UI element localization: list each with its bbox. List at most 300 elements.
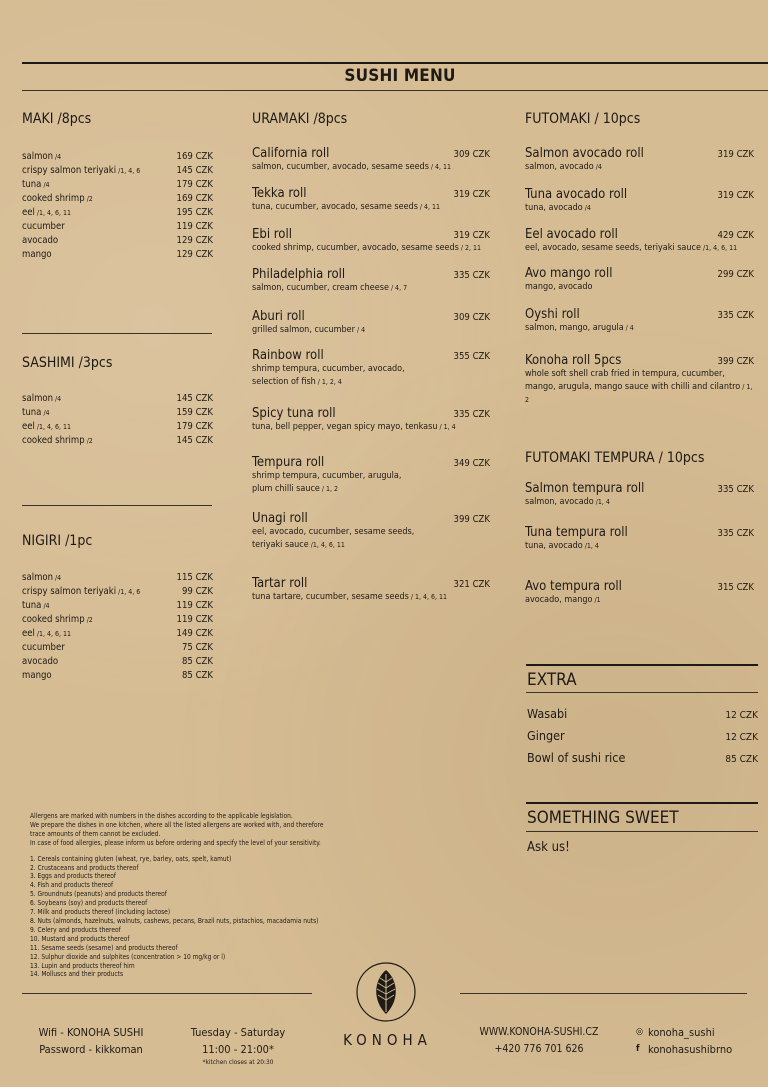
item-name: salmon (22, 393, 54, 404)
extra-item (527, 704, 758, 726)
item-name: crispy salmon teriyaki (22, 165, 117, 176)
sweet-rule-lower (526, 831, 758, 832)
allergen-codes: /1, 4, 6 (118, 167, 141, 175)
item-name: avocado (22, 235, 59, 246)
item-description (252, 591, 490, 604)
item-price: 115 CZK (176, 572, 213, 583)
allergen-codes: /4 (55, 395, 62, 403)
item-description (525, 368, 754, 381)
allergen-codes: /1, 4, 6, 11 (310, 541, 345, 549)
item-head (525, 266, 754, 281)
nigiri-item-name (22, 571, 61, 585)
allergen-intro-line: We prepare the dishes in one kitchen, where all the listed allergens are worked with, and therefore (30, 820, 324, 829)
futomaki_tempura-item (525, 481, 754, 509)
item-price: 355 CZK (453, 351, 490, 362)
futomaki-tempura-title: FUTOMAKI TEMPURA / 10pcs (525, 450, 705, 466)
allergen-codes: / 1, 2 (525, 383, 753, 404)
nigiri-item (22, 627, 213, 641)
item-price: 119 CZK (176, 614, 213, 625)
item-price: 145 CZK (176, 393, 213, 404)
item-head (525, 187, 754, 202)
item-description (252, 201, 490, 214)
item-name: mango (22, 249, 52, 260)
futomaki-item (525, 227, 754, 255)
item-price: 169 CZK (176, 151, 213, 162)
uramaki-title: URAMAKI /8pcs (252, 111, 348, 127)
facebook-icon: f (636, 1044, 640, 1054)
allergen-codes: / 1, 4, 6, 11 (410, 593, 447, 601)
allergen-codes: /1, 4, 6, 11 (36, 423, 72, 431)
item-head (252, 146, 490, 161)
extra-item (527, 748, 758, 770)
futomaki-item (525, 146, 754, 174)
futomaki-item (525, 266, 754, 294)
item-name: cucumber (22, 221, 65, 232)
item-head (525, 353, 754, 368)
allergen-list-item: 8. Nuts (almonds, hazelnuts, walnuts, cashews, pecans, Brazil nuts, pistachios, macadamia nuts) (30, 916, 319, 925)
description-text: whole soft shell crab fried in tempura, cucumber, (525, 369, 725, 379)
wifi-password: Password - kikkoman (39, 1043, 143, 1056)
allergen-codes: /4 (595, 163, 602, 171)
item-price: 119 CZK (176, 221, 213, 232)
item-name: Tuna tempura roll (525, 525, 628, 540)
allergen-codes: /1, 4, 6, 11 (36, 209, 72, 217)
uramaki-item (252, 146, 490, 174)
item-name: tuna (22, 407, 42, 418)
item-name: Unagi roll (252, 511, 308, 526)
website-link[interactable]: WWW.KONOHA-SUSHI.CZ (479, 1026, 599, 1038)
nigiri-item-name (22, 613, 93, 627)
maki-item (22, 192, 213, 206)
description-text: tuna, avocado (525, 203, 583, 213)
item-name: Wasabi (527, 706, 568, 721)
sashimi-item (22, 392, 213, 406)
item-head (525, 307, 754, 322)
allergen-intro-line: trace amounts of them cannot be excluded. (30, 829, 161, 838)
item-price: 309 CZK (453, 312, 490, 323)
uramaki-item (252, 186, 490, 214)
nigiri-item (22, 669, 213, 683)
sweet-text: Ask us! (527, 840, 570, 855)
item-head (252, 348, 490, 363)
sashimi-title: SASHIMI /3pcs (22, 355, 113, 371)
allergen-intro-line: Allergens are marked with numbers in the dishes according to the applicable legislation. (30, 812, 293, 820)
allergen-codes: /1, 4, 6, 11 (36, 630, 72, 638)
allergen-list-item: 4. Fish and products thereof (30, 881, 114, 890)
allergen-codes: /4 (55, 153, 62, 161)
item-head (252, 576, 490, 591)
item-price: 299 CZK (717, 269, 754, 280)
item-price: 429 CZK (717, 230, 754, 241)
item-price: 349 CZK (453, 458, 490, 469)
nigiri-title: NIGIRI /1pc (22, 533, 93, 549)
item-description (525, 161, 754, 174)
allergen-list-item: 5. Groundnuts (peanuts) and products thereof (30, 890, 167, 899)
sashimi-divider (22, 505, 212, 506)
maki-item (22, 206, 213, 220)
extra-item (527, 726, 758, 748)
item-name: Tempura roll (252, 455, 325, 470)
nigiri-item (22, 571, 213, 585)
description-text: eel, avocado, sesame seeds, teriyaki sauce (525, 243, 701, 253)
description-text: salmon, avocado (525, 162, 594, 172)
item-name: Oyshi roll (525, 307, 580, 322)
allergen-codes: /1 (594, 596, 601, 604)
description-text: tuna, avocado (525, 541, 583, 551)
uramaki-item (252, 227, 490, 255)
item-price: 12 CZK (725, 732, 758, 743)
item-name: tuna (22, 600, 42, 611)
nigiri-item-name (22, 641, 65, 655)
item-name: Eel avocado roll (525, 227, 618, 242)
wifi-name: Wifi - KONOHA SUSHI (38, 1026, 144, 1039)
item-name: crispy salmon teriyaki (22, 586, 117, 597)
maki-item (22, 178, 213, 192)
allergen-list-item: 12. Sulphur dioxide and sulphites (concentration > 10 mg/kg or l) (30, 952, 226, 961)
futomaki-item (525, 187, 754, 215)
instagram-handle: konoha_sushi (648, 1026, 715, 1039)
allergen-list-item: 7. Milk and products thereof (including lactose) (30, 908, 171, 917)
contact-info (478, 1024, 600, 1058)
allergen-codes: /4 (55, 574, 62, 582)
item-name: salmon (22, 572, 54, 583)
description-text: shrimp tempura, cucumber, avocado, (252, 364, 405, 374)
item-head (525, 227, 754, 242)
uramaki-item (252, 309, 490, 337)
page-title: SUSHI MENU (344, 66, 456, 86)
item-name: cooked shrimp (22, 435, 85, 446)
social-links (636, 1024, 756, 1058)
description-text-2: plum chilli sauce (252, 484, 320, 494)
nigiri-item (22, 655, 213, 669)
item-price: 85 CZK (181, 656, 213, 667)
item-name: Ginger (527, 728, 565, 743)
item-name: Ebi roll (252, 227, 292, 242)
item-name: eel (22, 421, 35, 432)
extra-list (527, 704, 758, 770)
maki-item-name (22, 220, 65, 234)
item-description-2 (525, 381, 754, 407)
item-price: 12 CZK (725, 710, 758, 721)
instagram-link[interactable] (636, 1024, 756, 1041)
description-text-2: selection of fish (252, 377, 316, 387)
item-head (252, 511, 490, 526)
allergen-codes: / 1, 4 (439, 423, 456, 431)
allergen-codes: /4 (43, 409, 50, 417)
uramaki-item (252, 455, 490, 496)
item-price: 399 CZK (453, 514, 490, 525)
item-price: 85 CZK (181, 670, 213, 681)
opening-time: 11:00 - 21:00* (202, 1043, 274, 1056)
item-description (252, 470, 490, 483)
allergen-list-item: 9. Celery and products thereof (30, 925, 121, 934)
item-description (252, 363, 490, 376)
item-name: salmon (22, 151, 54, 162)
sashimi-list (22, 392, 213, 448)
maki-title: MAKI /8pcs (22, 111, 92, 127)
allergen-codes: / 4 (625, 324, 634, 332)
item-name: Tuna avocado roll (525, 187, 628, 202)
nigiri-list (22, 571, 213, 683)
item-price: 99 CZK (181, 586, 213, 597)
futomaki-title: FUTOMAKI / 10pcs (525, 111, 641, 127)
item-price: 335 CZK (717, 310, 754, 321)
opening-days: Tuesday - Saturday (190, 1026, 286, 1039)
item-head (525, 481, 754, 496)
allergen-codes: / 1, 2 (321, 485, 339, 493)
item-head (525, 525, 754, 540)
item-name: Aburi roll (252, 309, 305, 324)
item-head (252, 309, 490, 324)
item-price: 145 CZK (176, 435, 213, 446)
item-description-2 (252, 376, 490, 389)
allergen-list-item: 3. Eggs and products thereof (30, 872, 117, 881)
extra-rule (526, 664, 758, 666)
uramaki-item (252, 267, 490, 295)
nigiri-item-name (22, 669, 52, 683)
item-description (252, 526, 490, 539)
description-text-2: teriyaki sauce (252, 540, 309, 550)
item-price: 399 CZK (717, 356, 754, 367)
item-name: Salmon avocado roll (525, 146, 644, 161)
item-price: 319 CZK (717, 190, 754, 201)
item-head (252, 406, 490, 421)
sashimi-item (22, 406, 213, 420)
allergen-codes: /2 (86, 195, 93, 203)
item-name: Salmon tempura roll (525, 481, 645, 496)
description-text: tuna, bell pepper, vegan spicy mayo, tenkasu (252, 422, 438, 432)
allergen-codes: /1, 4, 6 (118, 588, 141, 596)
opening-hours (182, 1024, 294, 1066)
item-name: cucumber (22, 642, 65, 653)
spacer (30, 848, 360, 855)
nigiri-item-name (22, 655, 58, 669)
facebook-handle: konohasushibrno (648, 1043, 733, 1056)
description-text: salmon, avocado (525, 497, 594, 507)
kitchen-note: *kitchen closes at 20:30 (202, 1058, 274, 1066)
allergen-list-item: 13. Lupin and products thereof him (30, 961, 135, 970)
item-price: 319 CZK (453, 230, 490, 241)
maki-item-name (22, 234, 58, 248)
item-price: 335 CZK (717, 484, 754, 495)
description-text: shrimp tempura, cucumber, arugula, (252, 471, 402, 481)
item-description (252, 421, 490, 434)
footer-rule-right (460, 993, 747, 994)
item-name: tuna (22, 179, 42, 190)
item-name: eel (22, 207, 35, 218)
maki-divider (22, 333, 212, 334)
item-price: 335 CZK (717, 528, 754, 539)
item-head (525, 579, 754, 594)
item-description (525, 242, 754, 255)
allergen-info (30, 812, 360, 979)
item-name: Tartar roll (252, 576, 308, 591)
maki-item (22, 164, 213, 178)
nigiri-item (22, 641, 213, 655)
item-name: avocado (22, 656, 59, 667)
item-description (252, 242, 490, 255)
item-price: 145 CZK (176, 165, 213, 176)
item-price: 195 CZK (176, 207, 213, 218)
uramaki-item (252, 348, 490, 389)
futomaki_tempura-item (525, 525, 754, 553)
maki-item (22, 248, 213, 262)
footer-rule-left (22, 993, 312, 994)
item-price: 75 CZK (181, 642, 213, 653)
allergen-codes: /2 (86, 616, 93, 624)
extra-title: EXTRA (527, 670, 577, 690)
allergen-codes: / 2, 11 (460, 244, 482, 252)
nigiri-item-name (22, 585, 140, 599)
sashimi-item (22, 434, 213, 448)
maki-item (22, 220, 213, 234)
item-description-2 (252, 539, 490, 552)
maki-item (22, 234, 213, 248)
description-text: cooked shrimp, cucumber, avocado, sesame seeds (252, 243, 459, 253)
item-description (252, 161, 490, 174)
allergen-list-item: 14. Molluscs and their products (30, 970, 124, 979)
allergen-codes: /4 (43, 602, 50, 610)
description-text: salmon, cucumber, cream cheese (252, 283, 389, 293)
item-description (525, 594, 754, 607)
item-head (525, 146, 754, 161)
header-rule (22, 62, 768, 64)
item-price: 129 CZK (176, 235, 213, 246)
sashimi-item-name (22, 406, 50, 420)
item-name: mango (22, 670, 52, 681)
item-name: Rainbow roll (252, 348, 324, 363)
allergen-codes: /2 (86, 437, 93, 445)
futomaki-item (525, 353, 754, 407)
maki-item-name (22, 178, 50, 192)
item-price: 319 CZK (717, 149, 754, 160)
leaf-icon (354, 960, 418, 1024)
facebook-link[interactable] (636, 1041, 756, 1058)
allergen-list-item: 2. Crustaceans and products thereof (30, 863, 139, 872)
item-price: 129 CZK (176, 249, 213, 260)
description-text: salmon, cucumber, avocado, sesame seeds (252, 162, 429, 172)
item-name: Spicy tuna roll (252, 406, 336, 421)
item-description (252, 324, 490, 337)
maki-item-name (22, 192, 93, 206)
item-price: 319 CZK (453, 189, 490, 200)
brand-name: KONOHA (343, 1031, 432, 1049)
allergen-codes: /4 (584, 204, 591, 212)
item-head (252, 186, 490, 201)
allergen-codes: /4 (43, 181, 50, 189)
nigiri-item-name (22, 627, 71, 641)
item-price: 149 CZK (176, 628, 213, 639)
nigiri-item (22, 599, 213, 613)
phone-number[interactable]: +420 776 701 626 (494, 1043, 584, 1055)
nigiri-item (22, 585, 213, 599)
konoha-logo (354, 960, 418, 1024)
maki-item-name (22, 248, 52, 262)
sashimi-item (22, 420, 213, 434)
description-text: tuna tartare, cucumber, sesame seeds (252, 592, 409, 602)
item-name: Bowl of sushi rice (527, 750, 626, 765)
maki-item-name (22, 164, 140, 178)
item-name: Philadelphia roll (252, 267, 346, 282)
item-description-2 (252, 483, 490, 496)
item-price: 179 CZK (176, 421, 213, 432)
header-rule-lower (22, 90, 768, 91)
maki-item (22, 150, 213, 164)
item-description (252, 282, 490, 295)
item-price: 85 CZK (725, 754, 758, 765)
item-price: 321 CZK (453, 579, 490, 590)
uramaki-item (252, 406, 490, 434)
item-price: 179 CZK (176, 179, 213, 190)
description-text-2: mango, arugula, mango sauce with chilli and cilantro (525, 382, 741, 392)
allergen-list-item: 1. Cereals containing gluten (wheat, rye, barley, oats, spelt, kamut) (30, 854, 232, 863)
uramaki-item (252, 511, 490, 552)
allergen-codes: /1, 4, 6, 11 (702, 244, 738, 252)
sweet-title: SOMETHING SWEET (527, 808, 679, 828)
allergen-codes: /1, 4 (584, 542, 599, 550)
description-text: tuna, cucumber, avocado, sesame seeds (252, 202, 418, 212)
sashimi-item-name (22, 420, 71, 434)
nigiri-item (22, 613, 213, 627)
item-description (525, 496, 754, 509)
item-description (525, 540, 754, 553)
extra-rule-lower (526, 692, 758, 693)
futomaki-item (525, 307, 754, 335)
sashimi-item-name (22, 392, 61, 406)
item-price: 335 CZK (453, 409, 490, 420)
description-text: avocado, mango (525, 595, 593, 605)
item-name: cooked shrimp (22, 614, 85, 625)
item-price: 309 CZK (453, 149, 490, 160)
sashimi-item-name (22, 434, 93, 448)
futomaki_tempura-item (525, 579, 754, 607)
item-name: eel (22, 628, 35, 639)
item-name: Konoha roll 5pcs (525, 353, 622, 368)
uramaki-item (252, 576, 490, 604)
item-price: 315 CZK (717, 582, 754, 593)
item-name: cooked shrimp (22, 193, 85, 204)
description-text: grilled salmon, cucumber (252, 325, 355, 335)
allergen-list-item: 11. Sesame seeds (sesame) and products thereof (30, 943, 178, 952)
item-name: Tekka roll (252, 186, 307, 201)
allergen-list-item: 6. Soybeans (soy) and products thereof (30, 899, 148, 908)
description-text: eel, avocado, cucumber, sesame seeds, (252, 527, 415, 537)
instagram-icon: ◎ (636, 1027, 644, 1037)
item-name: Avo mango roll (525, 266, 613, 281)
item-price: 159 CZK (176, 407, 213, 418)
allergen-codes: / 4, 11 (430, 163, 452, 171)
item-head (252, 227, 490, 242)
item-description (525, 281, 754, 294)
item-price: 335 CZK (453, 270, 490, 281)
allergen-codes: / 4 (356, 326, 366, 334)
item-name: California roll (252, 146, 330, 161)
maki-item-name (22, 206, 71, 220)
allergen-intro-line: In case of food allergies, please inform us before ordering and specify the level of your sensitivity. (30, 838, 321, 847)
item-head (252, 267, 490, 282)
item-description (525, 322, 754, 335)
maki-list (22, 150, 213, 262)
nigiri-item-name (22, 599, 50, 613)
wifi-info (30, 1024, 152, 1058)
item-description (525, 202, 754, 215)
description-text: salmon, mango, arugula (525, 323, 624, 333)
item-price: 119 CZK (176, 600, 213, 611)
item-name: Avo tempura roll (525, 579, 622, 594)
allergen-codes: / 4, 7 (390, 284, 408, 292)
allergen-codes: /1, 4 (595, 498, 610, 506)
description-text: mango, avocado (525, 282, 593, 292)
